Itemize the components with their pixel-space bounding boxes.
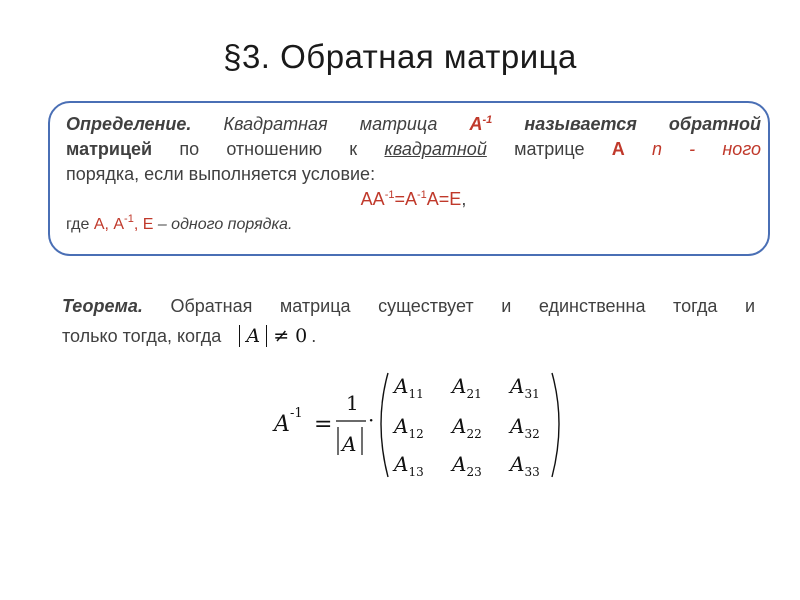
where-rest: – одного порядка. [153, 216, 293, 233]
theorem-line-1 [62, 291, 755, 321]
theorem-statement: Обратная матрица существует и единственна тогда и [170, 296, 755, 316]
definition-label: Определение. [66, 114, 192, 134]
order-n-text: n - ного [651, 139, 761, 159]
formula-dot: · [368, 408, 375, 432]
inverse-matrix-symbol: $А^{-1}$ [469, 114, 493, 134]
formula-equals: = [314, 412, 333, 437]
theorem-line-2 [62, 321, 755, 351]
paren-left [381, 373, 388, 477]
definition-line-2 [66, 137, 761, 162]
paren-right [552, 373, 559, 477]
formula-lhs: A [274, 412, 290, 437]
definition-phrase-2: называется обратной [524, 114, 761, 134]
definition-phrase-3: матрицей [66, 139, 153, 159]
condition-formula: $АА^{-1}=А^{-1}А=Е$ [360, 189, 462, 209]
definition-phrase-4: по отношению к [179, 139, 358, 159]
definition-line-1 [66, 112, 761, 137]
theorem-period: . [311, 326, 317, 346]
definition-phrase-5: матрице [514, 139, 585, 159]
matrix-a-symbol: А [611, 139, 625, 159]
definition-text [66, 112, 761, 237]
definition-where [66, 212, 761, 237]
inverse-matrix-formula [270, 365, 570, 485]
matrix-entry: $A_{13}$ [394, 452, 424, 479]
theorem-text [62, 291, 755, 351]
matrix-entry: $A_{11}$ [394, 374, 424, 401]
matrix-entry: $A_{21}$ [452, 374, 482, 401]
where-matrices: А, $А^{-1}$, Е [93, 213, 154, 233]
determinant-condition: A ≠ 0 [239, 325, 307, 347]
matrix-entries [392, 374, 540, 479]
theorem-label: Теорема. [62, 296, 143, 316]
matrix-entry: $A_{22}$ [452, 414, 482, 441]
matrix-entry: $A_{12}$ [394, 414, 424, 441]
matrix-entry: $A_{31}$ [510, 374, 540, 401]
formula-svg [270, 365, 570, 485]
definition-phrase-1: Квадратная матрица [223, 114, 438, 134]
page-title: §3. Обратная матрица [223, 38, 577, 75]
matrix-entry: $A_{33}$ [510, 452, 540, 479]
theorem-condition-text: только тогда, когда [62, 326, 222, 346]
condition-comma: , [461, 189, 467, 209]
formula-denominator: A [342, 432, 357, 456]
definition-line-3: порядка, если выполняется условие: [66, 164, 376, 184]
matrix-entry: $A_{32}$ [510, 414, 540, 441]
matrix-entry: $A_{23}$ [452, 452, 482, 479]
formula-lhs-exp: -1 [290, 406, 303, 421]
where-word: где [66, 216, 90, 233]
formula-numerator: 1 [346, 391, 359, 415]
definition-condition [66, 187, 761, 212]
definition-phrase-square: квадратной [384, 139, 487, 159]
